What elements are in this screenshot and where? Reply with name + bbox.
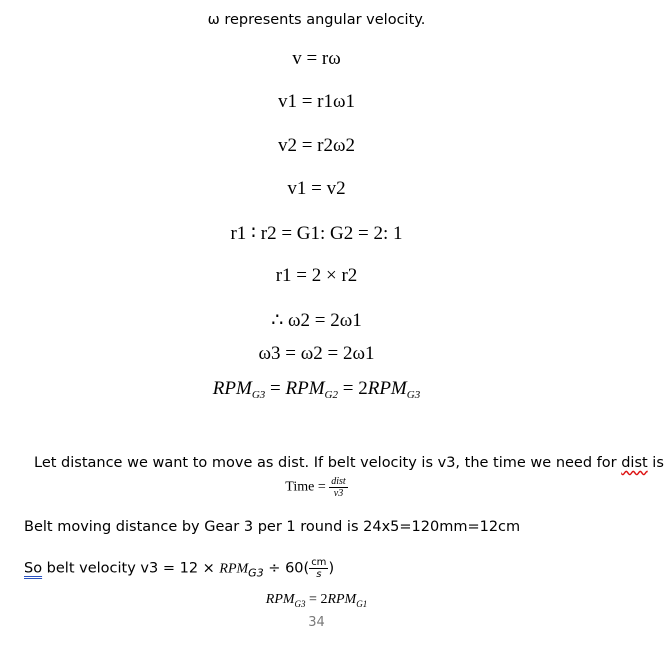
distance-paragraph bbox=[34, 455, 664, 471]
rpm-subscript-g3: G3 bbox=[251, 389, 266, 401]
s-denominator: s bbox=[316, 569, 322, 580]
so-word-grammar: So bbox=[24, 560, 43, 577]
coefficient-two: 2 bbox=[320, 592, 328, 607]
time-numerator: dist bbox=[331, 476, 346, 487]
equals-sign: = bbox=[338, 378, 359, 399]
rpm-label: RPM bbox=[367, 378, 407, 399]
equation-v-r-omega: v = rω bbox=[292, 48, 341, 69]
equals-sign: = bbox=[305, 592, 321, 607]
velocity-paragraph bbox=[24, 557, 334, 580]
intro-text: ω represents angular velocity. bbox=[207, 12, 426, 28]
cm-per-s-fraction bbox=[309, 557, 328, 580]
rpm-label: RPM bbox=[219, 561, 249, 577]
equation-omega3: ω3 = ω2 = 2ω1 bbox=[258, 343, 375, 364]
equation-v1-equals-v2: v1 = v2 bbox=[287, 178, 346, 199]
time-label: Time = bbox=[285, 479, 330, 495]
equation-v2: v2 = r2ω2 bbox=[277, 135, 356, 156]
distance-text: Let distance we want to move as dist. If belt velocity is v3, the time we need for bbox=[34, 455, 622, 471]
page-number: 34 bbox=[308, 615, 325, 630]
rpm-subscript-g3: G3 bbox=[248, 566, 264, 580]
rpm-label: RPM bbox=[265, 592, 295, 607]
equation-v1: v1 = r1ω1 bbox=[277, 91, 356, 112]
time-denominator: v3 bbox=[333, 488, 344, 499]
coefficient-two: 2 bbox=[358, 378, 368, 399]
rpm-subscript-g3: G3 bbox=[294, 599, 306, 609]
cm-numerator: cm bbox=[311, 557, 327, 568]
distance-end: is bbox=[647, 455, 664, 471]
equation-gear-ratio: r1 ∶ r2 = G1: G2 = 2: 1 bbox=[230, 223, 403, 244]
equation-rpm-relation bbox=[0, 378, 633, 401]
rpm-subscript-g3: G3 bbox=[406, 389, 421, 401]
equation-rpm-g3-g1 bbox=[0, 592, 633, 609]
rpm-label: RPM bbox=[285, 378, 325, 399]
belt-distance-text: Belt moving distance by Gear 3 per 1 round is 24x5=120mm=12cm bbox=[24, 519, 521, 535]
equals-sign: = bbox=[265, 378, 286, 399]
equation-r1-r2: r1 = 2 × r2 bbox=[275, 265, 358, 286]
velocity-text: belt velocity v3 = 12 × bbox=[42, 560, 220, 577]
divide-text: ÷ 60( bbox=[263, 560, 310, 577]
equation-omega2: ∴ ω2 = 2ω1 bbox=[271, 310, 362, 331]
rpm-subscript-g1: G1 bbox=[356, 599, 368, 609]
close-paren: ) bbox=[328, 560, 335, 577]
time-equation bbox=[0, 476, 633, 499]
time-fraction bbox=[329, 476, 347, 499]
distance-word-spellcheck: dist bbox=[621, 455, 648, 471]
rpm-subscript-g2: G2 bbox=[324, 389, 338, 401]
rpm-label: RPM bbox=[212, 378, 252, 399]
rpm-label: RPM bbox=[327, 592, 357, 607]
